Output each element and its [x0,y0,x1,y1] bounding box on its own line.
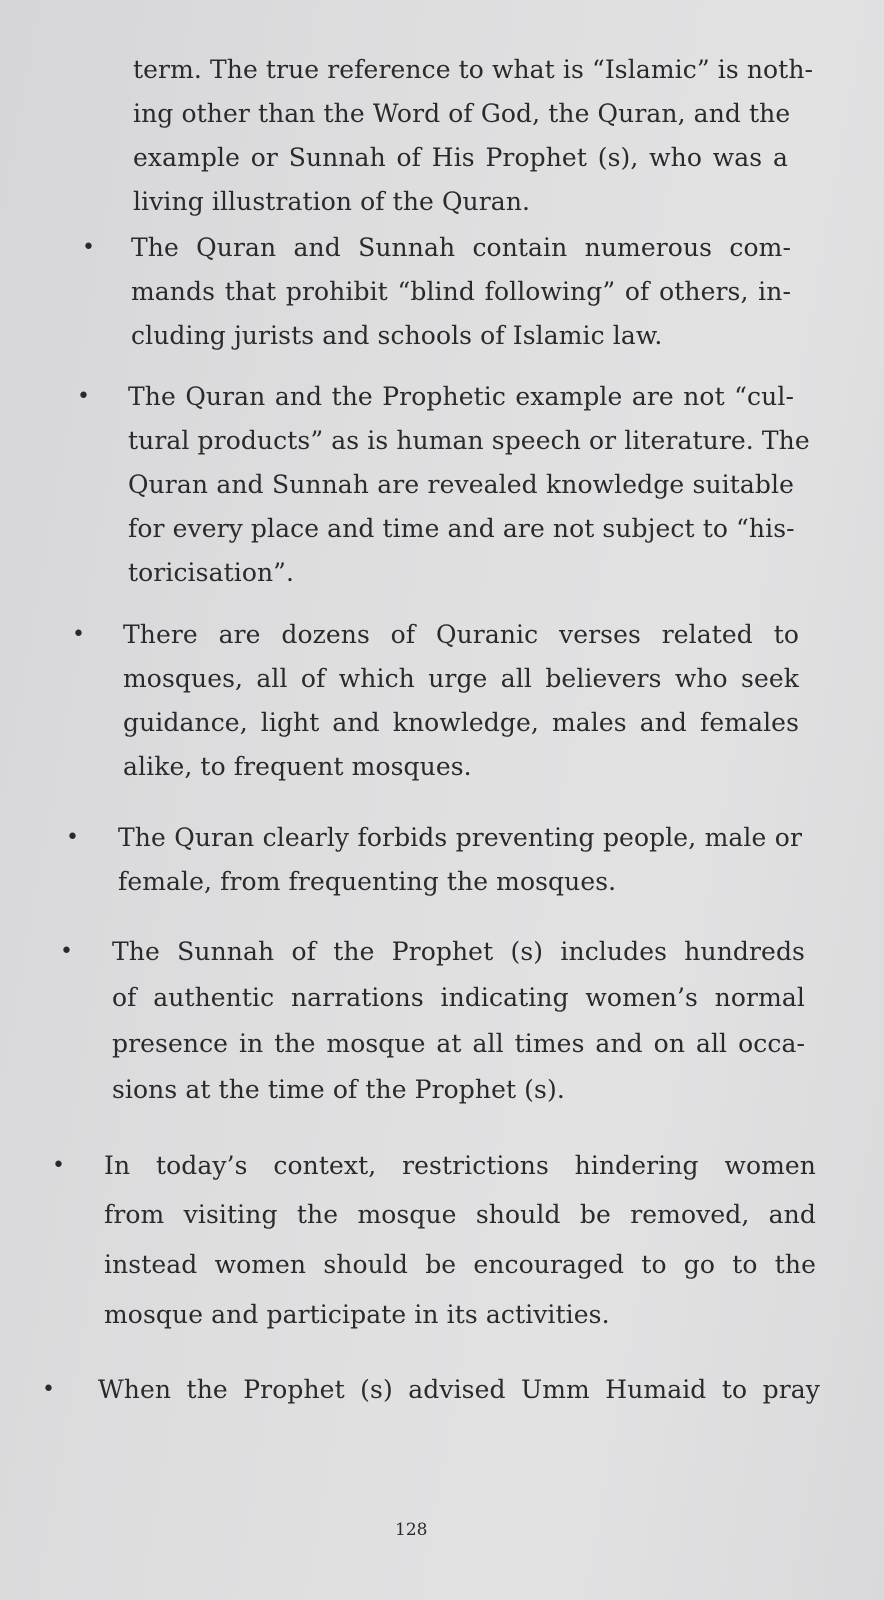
bullet-line: There are dozens of Quranic verses related to [123,620,799,649]
bullet-line: When the Prophet (s) advised Umm Humaid to pray [98,1375,820,1404]
bullet-line: toricisation”. [128,558,295,587]
intro-line: example or Sunnah of His Prophet (s), who was a [133,143,788,172]
page-number: 128 [395,1520,428,1540]
bullet-line: mands that prohibit “blind following” of others, in- [131,277,791,306]
bullet-line: In today’s context, restrictions hindering women [104,1151,816,1180]
bullet-line: The Sunnah of the Prophet (s) includes hundreds [112,937,805,966]
bullet-marker: • [82,235,95,260]
intro-line: term. The true reference to what is “Islamic” is noth- [133,55,814,84]
intro-line: ing other than the Word of God, the Quran, and the [133,99,791,128]
intro-line: living illustration of the Quran. [133,187,531,216]
bullet-marker: • [66,825,79,850]
bullet-marker: • [60,939,73,964]
bullet-line: The Quran clearly forbids preventing people, male or [118,823,802,852]
bullet-marker: • [52,1153,65,1178]
bullet-marker: • [72,622,85,647]
bullet-line: mosques, all of which urge all believers who seek [123,664,799,693]
bullet-line: The Quran and the Prophetic example are not “cul- [128,382,794,411]
bullet-line: instead women should be encouraged to go to the [104,1250,816,1279]
bullet-marker: • [42,1377,55,1402]
bullet-marker: • [77,384,90,409]
bullet-line: The Quran and Sunnah contain numerous com- [131,233,791,262]
bullet-line: from visiting the mosque should be removed, and [104,1200,816,1229]
bullet-line: mosque and participate in its activities. [104,1300,610,1329]
bullet-line: of authentic narrations indicating women’s normal [112,983,805,1012]
bullet-line: for every place and time and are not subject to “his- [128,514,795,543]
bullet-line: cluding jurists and schools of Islamic law. [131,321,663,350]
bullet-line: presence in the mosque at all times and on all occa- [112,1029,805,1058]
bullet-line: alike, to frequent mosques. [123,752,472,781]
bullet-line: Quran and Sunnah are revealed knowledge suitable [128,470,794,499]
bullet-line: guidance, light and knowledge, males and females [123,708,799,737]
bullet-line: sions at the time of the Prophet (s). [112,1075,565,1104]
bullet-line: tural products” as is human speech or literature. The [128,426,810,455]
bullet-line: female, from frequenting the mosques. [118,867,617,896]
